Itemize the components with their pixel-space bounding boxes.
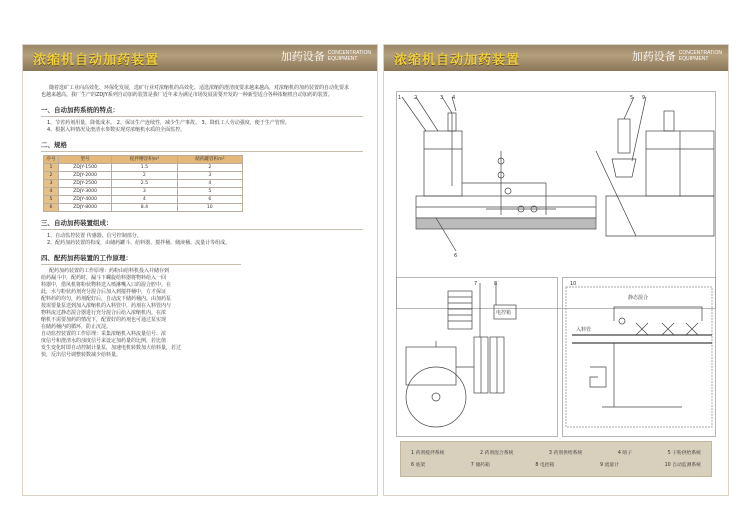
body-line: 物料流过静态混合器进行充分混合后给入浓缩机内。在浓	[41, 310, 167, 316]
right-header-bar	[384, 45, 728, 71]
body-line: 配药加药装置的工作原理：药粉由给料机投入并储存到	[49, 268, 170, 274]
legend-item: 6 底架	[411, 463, 426, 468]
section-4-title: 四、配药加药装置的工作原理：	[41, 254, 132, 262]
legend-item: 9 流量计	[599, 463, 619, 468]
section-3-title: 三、自动加药装置组成：	[41, 219, 113, 227]
inlet-pipe-label: 入料管	[576, 327, 592, 333]
right-brand-en	[679, 50, 722, 62]
tank-plan-circle	[406, 367, 466, 427]
spec-cell: 5	[177, 188, 242, 196]
right-brand-en-2: EQUIPMENT	[678, 56, 709, 62]
left-tank	[424, 131, 462, 196]
spec-cell: 6	[177, 196, 242, 204]
right-motor	[664, 111, 674, 131]
spec-cell: 1.5	[112, 164, 177, 172]
spec-header-cell: 型号	[59, 156, 112, 164]
spec-table	[43, 155, 243, 212]
left-content	[41, 85, 363, 359]
legend-row-1	[411, 449, 701, 456]
spec-cell: ZDJY-8000	[59, 204, 112, 212]
elec-box-label: 电控箱	[496, 310, 512, 316]
legend-item: 2 药剂混合系统	[479, 451, 514, 456]
left-page-title: 浓缩机自动加药装置	[33, 53, 160, 68]
spec-cell: 8.4	[112, 204, 177, 212]
body-line: 缩机不需要加药的情况下，配置好的药剂也可通过泵实现	[41, 317, 167, 323]
static-mixer-label: 静态混合	[628, 295, 649, 301]
body-line: 此，水与粉状药剂充分混合后加入到搅拌桶中，方才保证	[41, 289, 167, 295]
left-header-bar	[23, 45, 377, 71]
spec-table-row	[44, 196, 243, 204]
callout-10: 10	[570, 281, 577, 287]
spec-cell: ZDJY-2500	[59, 180, 112, 188]
intro-line-2: 也越来越高。我厂生产的ZDJY系列自动加药装置是我厂近年来为满足市场发展需要开发的一种新型适合各种浓缩机自动加药的装置。	[41, 92, 333, 98]
callout-9: 9	[642, 95, 646, 101]
spec-cell: 3	[177, 172, 242, 180]
tank-plan-top	[406, 347, 456, 385]
body-line: 配料药的均匀，药剂配好后，自动流下储药桶内，由加药泵	[41, 296, 172, 302]
feeder	[612, 159, 636, 177]
callout-7: 7	[474, 281, 478, 287]
section-3-item: 1、自动监控装置 传感器、信号控制部分。	[47, 233, 142, 239]
spec-table-row	[44, 164, 243, 172]
section-2-title: 二、规格	[41, 141, 67, 149]
spec-cell: 1	[44, 164, 59, 172]
spec-cell: 2	[177, 164, 242, 172]
spec-header-cell: 搅拌槽容积m³	[112, 156, 177, 164]
spec-header-cell: 序号	[44, 156, 59, 164]
left-brand	[281, 48, 371, 64]
spec-cell: 5	[44, 196, 59, 204]
spec-table-row	[44, 188, 243, 196]
body-line: 给药漏斗中，配药时，漏斗下螺旋给料器将物料给入一回	[41, 275, 167, 281]
spec-table-header-row	[44, 156, 243, 164]
spec-cell: ZDJY-2000	[59, 172, 112, 180]
right-page	[383, 44, 729, 496]
legend-row-2	[411, 461, 701, 468]
legend-item: 8 电控箱	[535, 463, 555, 468]
legend-item: 7 储药箱	[470, 463, 490, 468]
section-1-item: 4、根据入料情况及澄清水参数实现对浓缩机水质的全面监控。	[47, 127, 186, 133]
callout-1: 1	[398, 95, 402, 101]
spec-cell: 2.5	[112, 180, 177, 188]
section-1-item: 1、节省药剂用量，降低成本。 2、保证生产连续性，减少生产事故。 3、降低工人劳动强度，便于生产管理。	[47, 120, 290, 126]
spec-cell: 3	[44, 180, 59, 188]
legend-item: 1 药剂搅拌系统	[411, 451, 445, 456]
legend-item: 10 自动监测系统	[664, 463, 701, 468]
body-line: 自动监控装置的工作原理：采集浓缩机入料流量信号、浓	[41, 331, 167, 337]
callout-6: 6	[454, 253, 458, 259]
callout-5: 5	[630, 95, 634, 101]
right-brand	[632, 48, 722, 64]
spec-table-row	[44, 172, 243, 180]
spec-cell: 2	[44, 172, 59, 180]
plan-drawing	[396, 277, 558, 437]
legend-item: 4 喷子	[617, 451, 633, 456]
section-divider	[41, 151, 363, 152]
intro-line-1: 随着选矿工业向高效化、环保化发展，选矿行业对浓缩机的高效化、适选浓缩的澄清度要求越来越高，对浓缩机的加药装置的自动化要求	[49, 85, 350, 91]
left-brand-en-2: EQUIPMENT	[327, 56, 358, 62]
body-line: 发生变化时即自动控制计量泵，加速电机转数加大给料量，若过	[41, 345, 182, 351]
spec-cell: 3	[112, 188, 177, 196]
right-page-title: 浓缩机自动加药装置	[394, 53, 521, 68]
body-line: 料器中，借风机将粉状物料送入喷淋嘴入口的混合腔中。在	[41, 282, 172, 288]
left-brand-en	[328, 50, 371, 62]
right-brand-cn: 加药设备	[631, 50, 676, 63]
spec-table-row	[44, 180, 243, 188]
section-1-title: 一、自动加药系统的特点：	[41, 106, 119, 114]
spec-header-cell: 储药罐容积m³	[177, 156, 242, 164]
hopper	[618, 119, 630, 153]
callout-2: 2	[414, 95, 418, 101]
callout-8: 8	[494, 281, 498, 287]
spec-cell: 4	[177, 180, 242, 188]
section-divider	[41, 264, 241, 265]
section-divider	[41, 229, 363, 230]
spec-cell: 4	[44, 188, 59, 196]
spec-cell: 2	[112, 172, 177, 180]
spec-cell: ZDJY-3000	[59, 188, 112, 196]
spec-cell: ZDJY-1500	[59, 164, 112, 172]
left-brand-en-1: CONCENTRATION	[327, 50, 371, 56]
legend-item: 3 药剂供给系统	[548, 451, 583, 456]
body-line: 度信号和澄清水的浊度信号来设定加药量的比例，若比值	[41, 338, 167, 344]
callout-4: 4	[452, 95, 456, 101]
section-4-body	[41, 268, 241, 359]
spec-cell: 4	[112, 196, 177, 204]
legend-box	[400, 441, 712, 477]
left-brand-cn: 加药设备	[280, 50, 325, 63]
body-line: 在储药桶内的循环，防止沉淀。	[41, 324, 112, 330]
spec-cell: 10	[177, 204, 242, 212]
legend-item: 5 干粉供给系统	[667, 451, 701, 456]
section-3-item: 2、配药加药装置的构成，由储药罐斗、给料器、搅拌桶、储液桶、流量计等组成。	[47, 240, 231, 246]
spec-table-row	[44, 204, 243, 212]
monitor-drawing	[562, 277, 716, 437]
drawing-frame	[397, 92, 716, 309]
body-line: 按需要量泵送到加入浓缩机的入料管中，药剂在入料管内与	[41, 303, 172, 309]
right-brand-en-1: CONCENTRATION	[678, 50, 722, 56]
callout-3: 3	[440, 95, 444, 101]
section-divider	[41, 116, 363, 117]
left-page	[22, 44, 378, 496]
body-line: 快，反出信号调整转数减少给料量。	[41, 352, 122, 358]
spec-cell: 6	[44, 204, 59, 212]
spec-cell: ZDJY-4000	[59, 196, 112, 204]
